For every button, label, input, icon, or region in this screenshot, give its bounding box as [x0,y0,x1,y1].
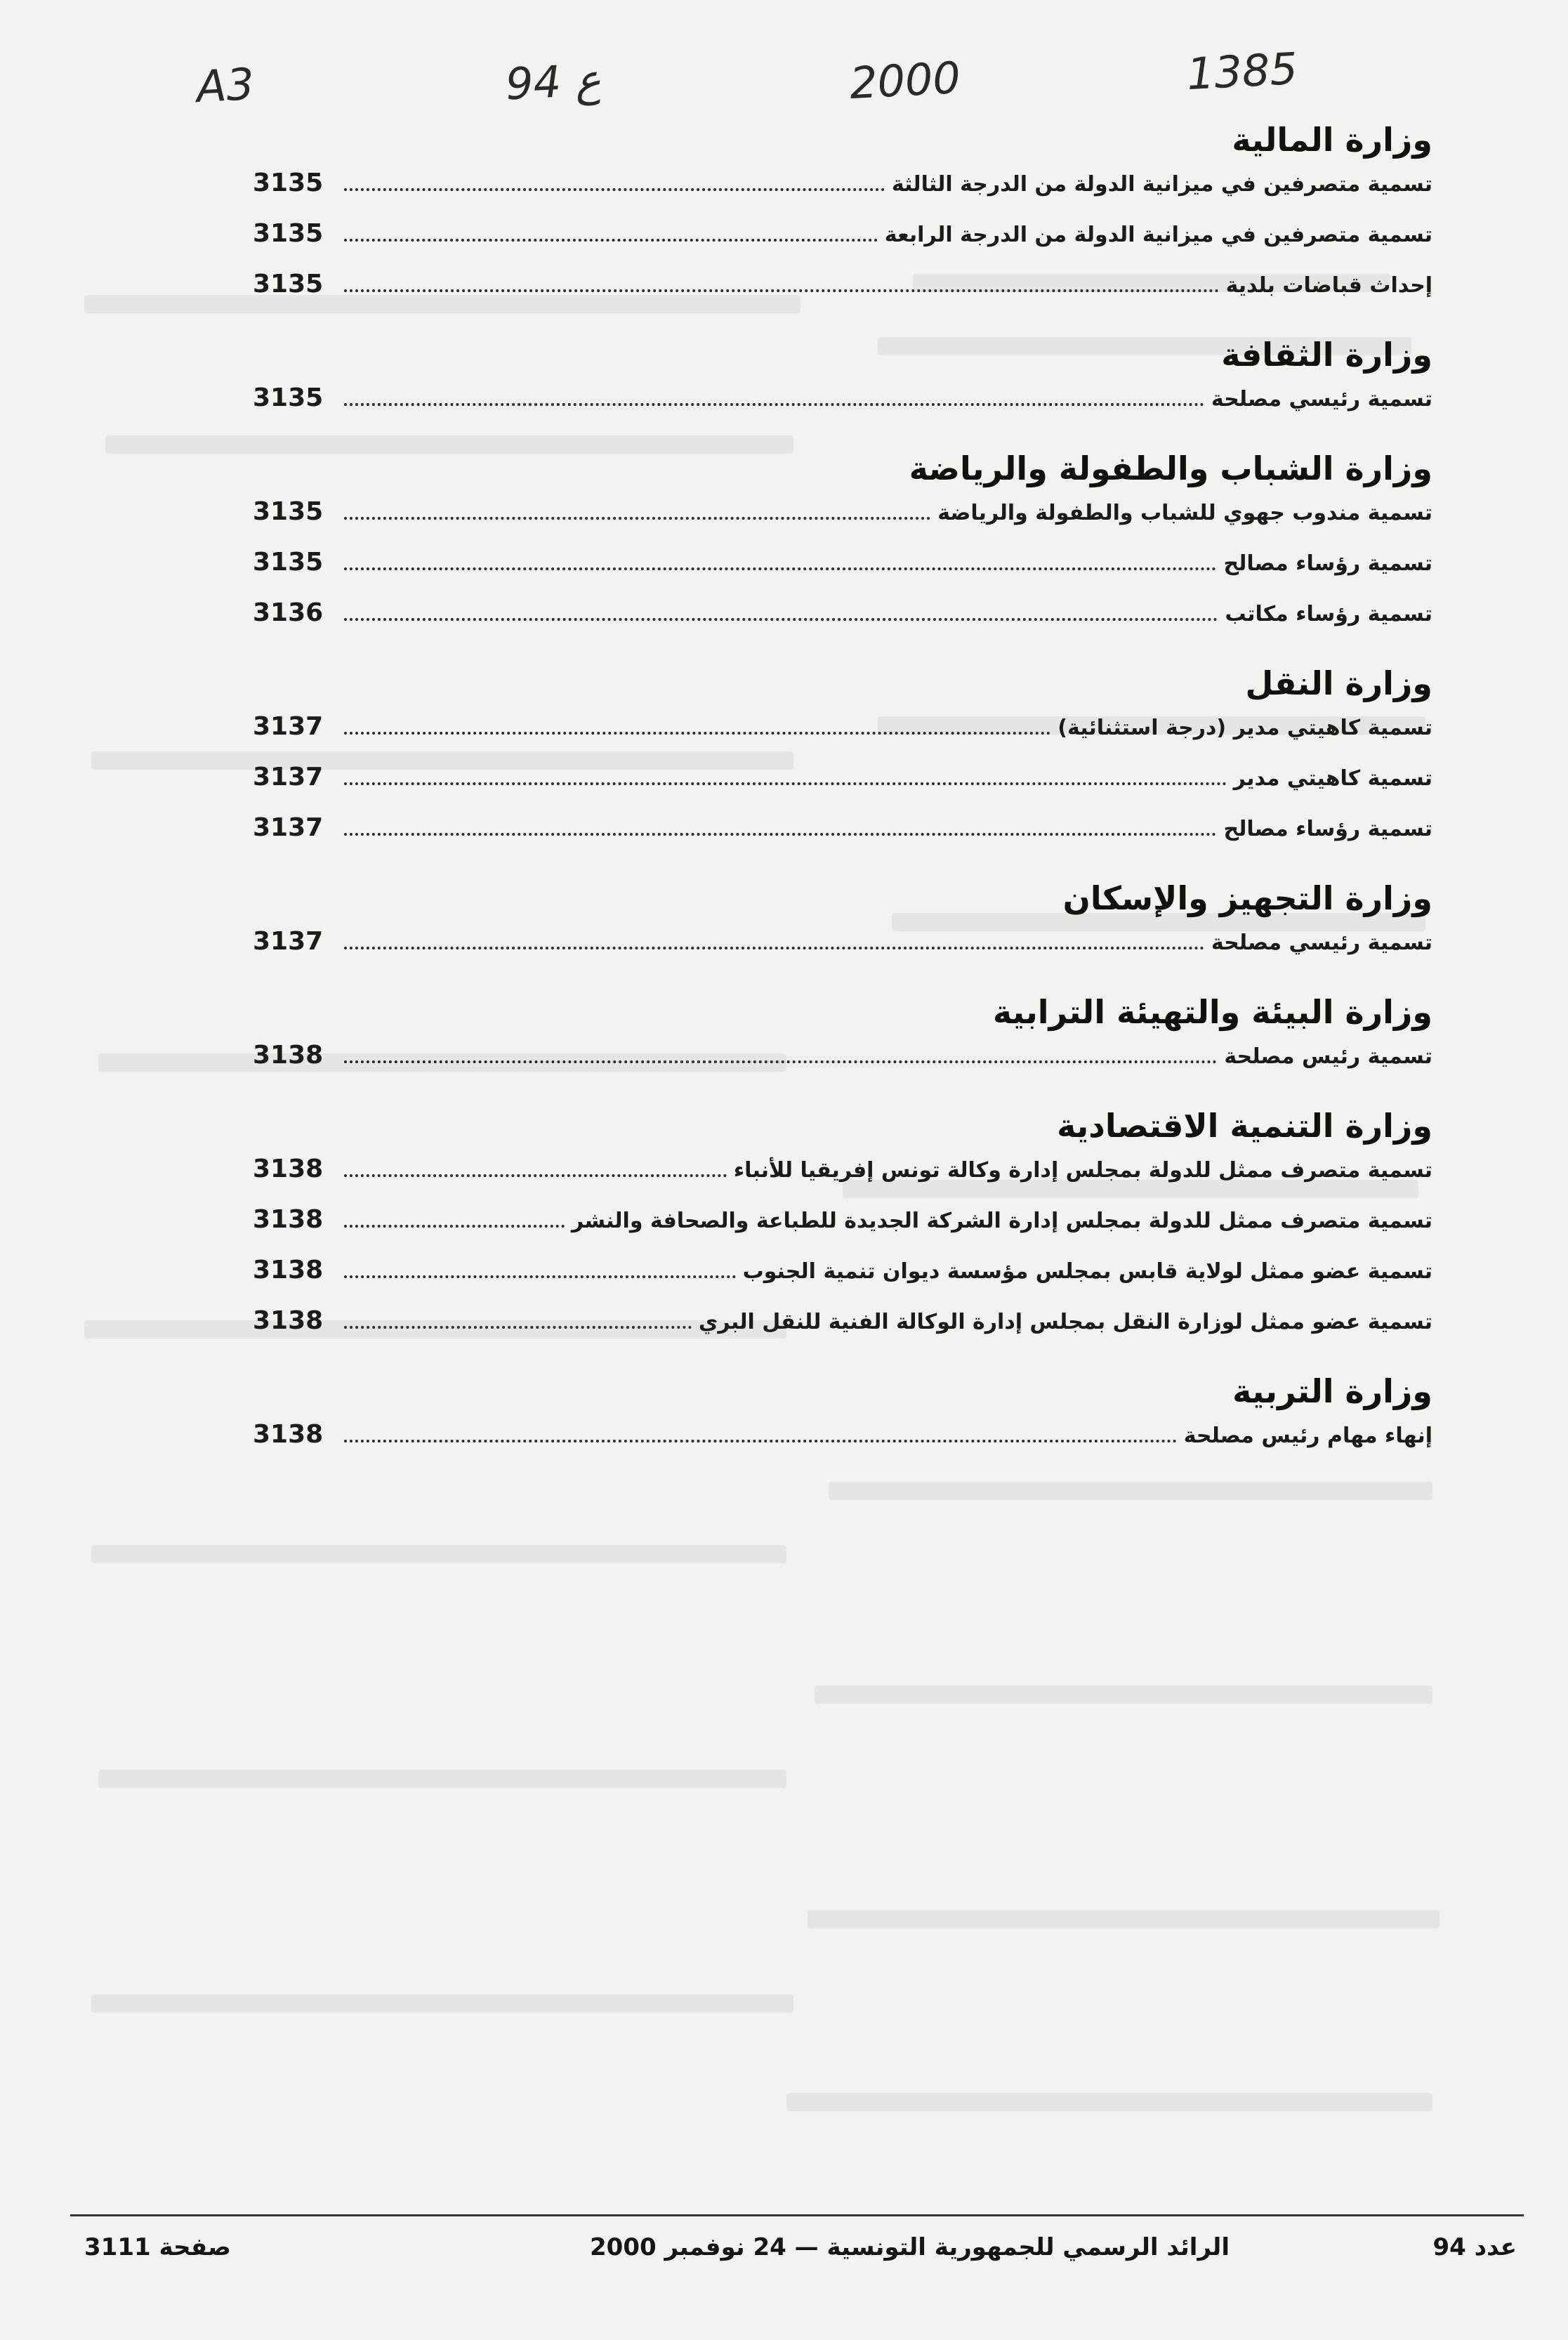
section-finance [253,121,1432,320]
entry-title: تسمية متصرفين في ميزانية الدولة من الدرجة الثالثة [891,172,1432,197]
dot-leader [344,517,930,520]
dot-leader [344,289,1219,292]
toc-entry[interactable] [253,383,1432,434]
toc-entry[interactable] [253,712,1432,763]
dot-leader [344,1225,565,1228]
footer-journal-title: الرائد الرسمي للجمهورية التونسية — 24 نوفمبر 2000 [590,2233,1230,2261]
entry-title: تسمية متصرف ممثل للدولة بمجلس إدارة وكالة تونس إفريقيا للأنباء [733,1158,1432,1183]
section-education [253,1372,1432,1471]
entry-title: تسمية متصرفين في ميزانية الدولة من الدرجة الرابعة [884,223,1432,247]
section-heading: وزارة المالية [1232,121,1432,159]
entry-title: تسمية رؤساء مصالح [1223,817,1432,841]
toc-entry[interactable] [253,598,1432,649]
section-environment [253,993,1432,1091]
entry-page: 3138 [253,1256,324,1284]
section-heading: وزارة البيئة والتهيئة الترابية [992,993,1432,1031]
toc-entry[interactable] [253,1306,1432,1357]
toc-entry[interactable] [253,219,1432,270]
section-heading: وزارة الشباب والطفولة والرياضة [909,449,1432,487]
handwritten-note-b: 94 ع [504,53,602,110]
toc-entry[interactable] [253,1205,1432,1256]
dot-leader [344,188,885,191]
dot-leader [344,239,878,242]
entry-title: تسمية رئيس مصلحة [1224,1044,1432,1069]
toc-entry[interactable] [253,1256,1432,1306]
entry-title: تسمية رؤساء مصالح [1223,551,1432,576]
entry-page: 3135 [253,548,324,577]
dot-leader [344,947,1204,949]
entry-page: 3138 [253,1420,324,1449]
entry-title: تسمية كاهيتي مدير [1233,766,1432,791]
handwritten-note-d: 1385 [1185,42,1299,100]
table-of-contents [253,105,1432,1471]
toc-entry[interactable] [253,813,1432,864]
dot-leader [344,1440,1177,1442]
handwritten-note-a: A3 [195,58,256,113]
entry-title: تسمية رئيسي مصلحة [1211,931,1432,955]
page-footer [70,2233,1524,2268]
toc-entry[interactable] [253,548,1432,598]
footer-issue-number: عدد 94 [1432,2233,1517,2261]
entry-page: 3135 [253,169,324,197]
dot-leader [344,1275,736,1278]
handwritten-note-c: 2000 [848,51,962,110]
entry-page: 3138 [253,1306,324,1335]
toc-entry[interactable] [253,927,1432,978]
entry-title: تسمية رؤساء مكاتب [1225,602,1432,626]
dot-leader [344,403,1204,406]
footer-page-number: صفحة 3111 [84,2233,231,2261]
dot-leader [344,1326,692,1329]
entry-title: تسمية عضو ممثل لولاية قابس بمجلس مؤسسة ديوان تنمية الجنوب [742,1259,1432,1284]
toc-entry[interactable] [253,1420,1432,1471]
footer-divider [70,2214,1524,2216]
entry-page: 3137 [253,813,324,842]
entry-title: إحداث قباضات بلدية [1225,273,1432,298]
section-transport [253,664,1432,864]
entry-page: 3138 [253,1205,324,1234]
entry-title: تسمية رئيسي مصلحة [1211,387,1432,412]
entry-page: 3135 [253,383,324,412]
entry-title: تسمية عضو ممثل لوزارة النقل بمجلس إدارة الوكالة الفنية للنقل البري [698,1310,1432,1334]
section-heading: وزارة التنمية الاقتصادية [1057,1107,1432,1145]
entry-title: إنهاء مهام رئيس مصلحة [1183,1424,1432,1448]
entry-page: 3135 [253,497,324,526]
toc-entry[interactable] [253,497,1432,548]
entry-title: تسمية متصرف ممثل للدولة بمجلس إدارة الشركة الجديدة للطباعة والصحافة والنشر [571,1209,1432,1233]
section-heading: وزارة التجهيز والإسكان [1062,879,1432,917]
section-heading: وزارة التربية [1232,1372,1432,1410]
section-heading: وزارة الثقافة [1221,336,1432,374]
toc-entry[interactable] [253,169,1432,219]
entry-page: 3136 [253,598,324,627]
entry-page: 3137 [253,712,324,741]
section-culture [253,338,1432,434]
section-youth-sports [253,449,1432,649]
dot-leader [344,618,1218,621]
section-equipment-housing [253,879,1432,978]
dot-leader [344,833,1216,836]
section-heading: وزارة النقل [1245,664,1432,702]
entry-page: 3138 [253,1041,324,1070]
dot-leader [344,732,1050,735]
entry-page: 3135 [253,219,324,248]
entry-page: 3135 [253,270,324,298]
entry-title: تسمية كاهيتي مدير (درجة استثنائية) [1058,716,1432,740]
entry-title: تسمية مندوب جهوي للشباب والطفولة والرياضة [937,501,1432,525]
toc-entry[interactable] [253,763,1432,813]
entry-page: 3137 [253,927,324,956]
entry-page: 3137 [253,763,324,791]
dot-leader [344,782,1227,785]
dot-leader [344,567,1216,570]
dot-leader [344,1174,727,1177]
section-economic-development [253,1107,1432,1357]
toc-entry[interactable] [253,1155,1432,1205]
toc-entry[interactable] [253,270,1432,320]
toc-entry[interactable] [253,1041,1432,1091]
entry-page: 3138 [253,1155,324,1183]
dot-leader [344,1060,1217,1063]
